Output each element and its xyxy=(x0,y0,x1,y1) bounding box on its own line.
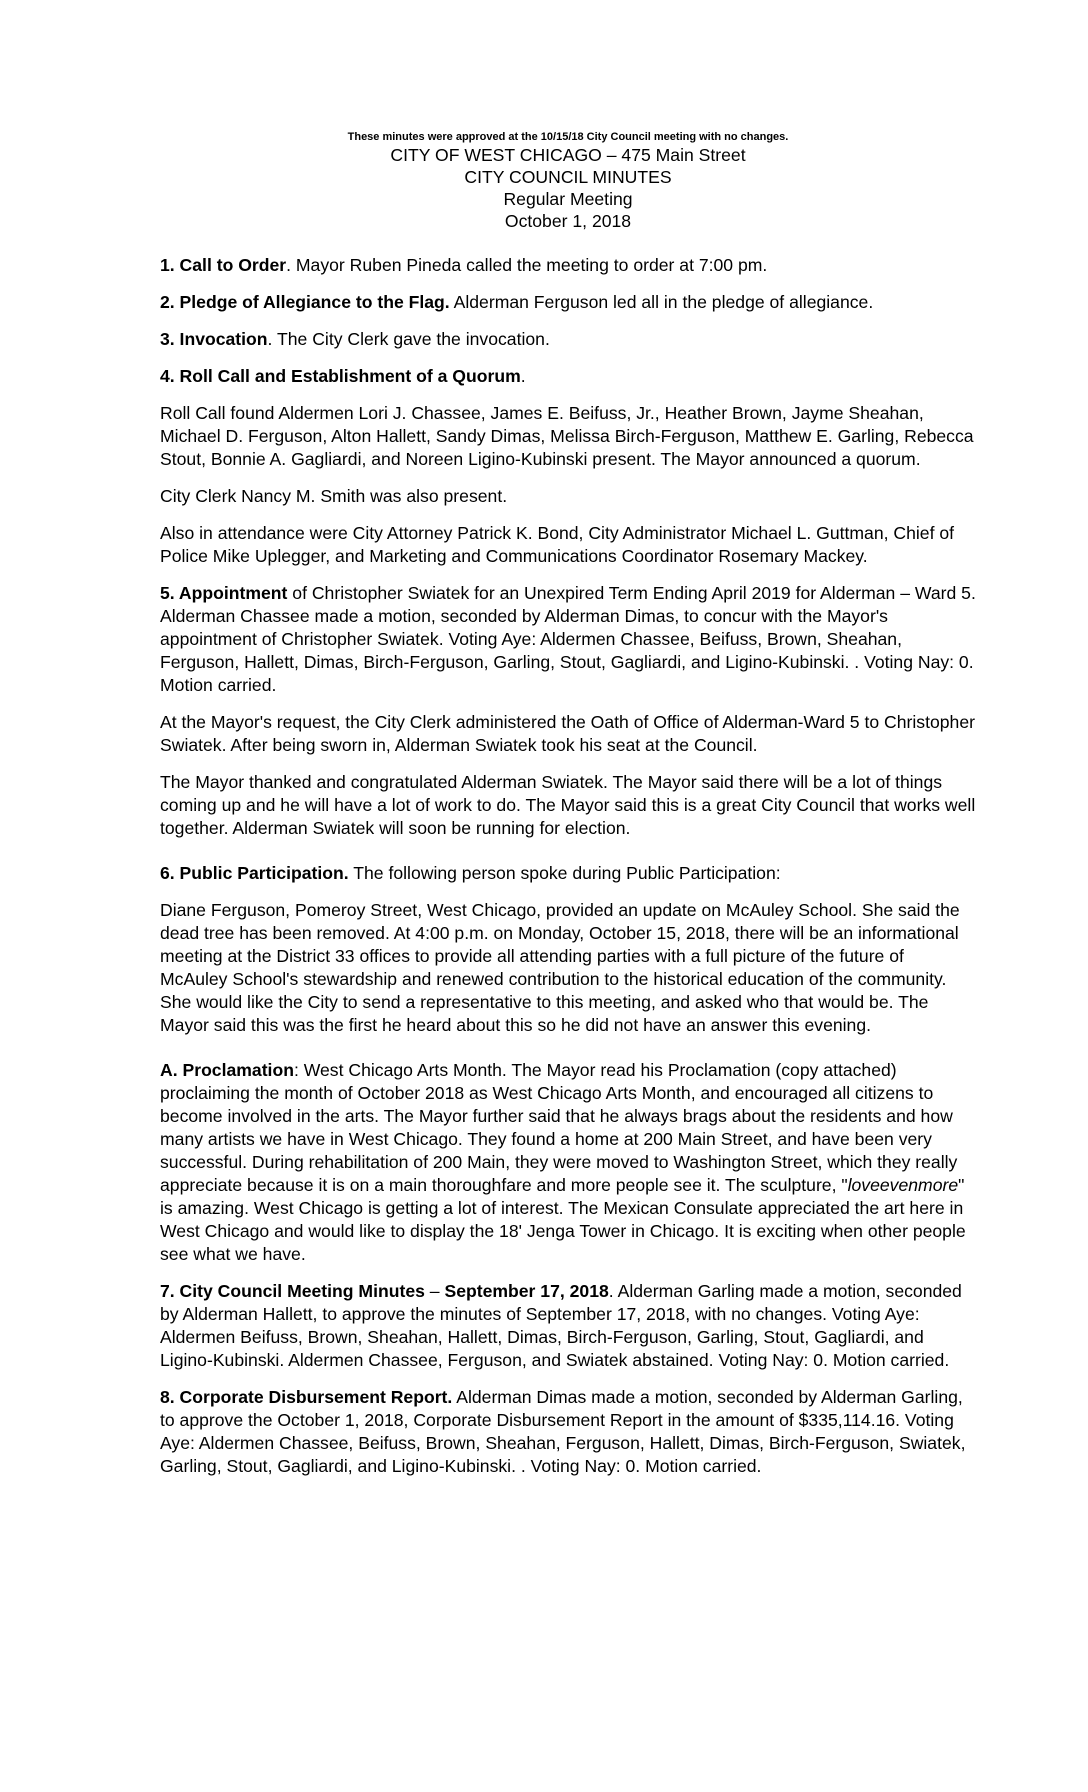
item-disbursement xyxy=(160,1386,976,1478)
item-label: 3. Invocation xyxy=(160,329,268,349)
document-title: CITY COUNCIL MINUTES xyxy=(464,167,672,187)
item-dash: – xyxy=(424,1281,445,1301)
item-label: 6. Public Participation. xyxy=(160,863,349,883)
item-text: . xyxy=(520,366,526,386)
item-text: Alderman Dimas made a motion, seconded by Alderman Garling, to approve the October 1, 2018, Corporate Disbursement Report in the amount of $335,114.16. Voting Aye: Aldermen Chassee, Beifuss, Brown, Sheahan, Ferguson, Hallett, Dimas, Birch-Ferguson, Swiatek, Garling, Stout, Gagliardi, and Ligino-Kubinski. . Voting Nay: 0. Motion carried. xyxy=(160,1387,966,1476)
item-public-participation xyxy=(160,862,976,885)
item-appointment xyxy=(160,582,976,697)
item-label: 8. Corporate Disbursement Report. xyxy=(160,1387,453,1407)
item-text: The following person spoke during Public Participation: xyxy=(348,863,781,883)
item-text: of Christopher Swiatek for an Unexpired Term Ending April 2019 for Alderman – Ward 5. Alderman Chassee made a motion, seconded by Alderman Dimas, to concur with the Mayor's appointment of Christopher Swiatek. Voting Aye: Aldermen Chassee, Beifuss, Brown, Sheahan, Ferguson, Hallett, Dimas, Birch-Ferguson, Garling, Stout, Gagliardi, and Ligino-Kubinski. . Voting Nay: 0. Motion carried. xyxy=(160,583,976,695)
item-label: 7. City Council Meeting Minutes xyxy=(160,1281,425,1301)
item-text: : West Chicago Arts Month. The Mayor read his Proclamation (copy attached) proclaiming the month of October 2018 as West Chicago Arts Month, and encouraged all citizens to become involved in the arts. The Mayor further said that he always brags about the residents and how many artists we have in West Chicago. They found a home at 200 Main Street, and have been very successful. During rehabilitation of 200 Main, they were moved to Washington Street, which they really appreciate because it is on a main thoroughfare and more people see it. The sculpture, " xyxy=(160,1060,958,1195)
item-text: . Alderman Garling made a motion, seconded by Alderman Hallett, to approve the minutes of September 17, 2018, with no changes. Voting Aye: Aldermen Beifuss, Brown, Sheahan, Hallett, Dimas, Birch-Ferguson, Garling, Stout, Gagliardi, and Ligino-Kubinski. Aldermen Chassee, Ferguson, and Swiatek abstained. Voting Nay: 0. Motion carried. xyxy=(160,1281,962,1370)
item-label: 4. Roll Call and Establishment of a Quorum xyxy=(160,366,521,386)
approval-note: These minutes were approved at the 10/15/18 City Council meeting with no changes. xyxy=(347,131,789,143)
meeting-date: October 1, 2018 xyxy=(504,211,632,231)
item-label: A. Proclamation xyxy=(160,1060,294,1080)
item-text: . The City Clerk gave the invocation. xyxy=(267,329,550,349)
sculpture-name: loveevenmore xyxy=(847,1175,959,1195)
item-text: . Mayor Ruben Pineda called the meeting to order at 7:00 pm. xyxy=(286,255,768,275)
item-label: 2. Pledge of Allegiance to the Flag. xyxy=(160,292,450,312)
item-proclamation xyxy=(160,1059,976,1266)
item-pledge xyxy=(160,291,976,314)
minutes-header xyxy=(160,130,976,232)
clerk-paragraph: City Clerk Nancy M. Smith was also present. xyxy=(160,486,508,506)
meeting-type: Regular Meeting xyxy=(503,189,633,209)
item-text: Alderman Ferguson led all in the pledge of allegiance. xyxy=(449,292,874,312)
oath-paragraph: At the Mayor's request, the City Clerk administered the Oath of Office of Alderman-Ward 5 to Christopher Swiatek. After being sworn in, Alderman Swiatek took his seat at the Council. xyxy=(160,712,975,755)
roll-call-paragraph: Roll Call found Aldermen Lori J. Chassee, James E. Beifuss, Jr., Heather Brown, Jayme Sheahan, Michael D. Ferguson, Alton Hallett, Sandy Dimas, Melissa Birch-Ferguson, Matthew E. Garling, Rebecca Stout, Bonnie A. Gagliardi, and Noreen Ligino-Kubinski present. The Mayor announced a quorum. xyxy=(160,403,974,469)
item-date-label: September 17, 2018 xyxy=(444,1281,609,1301)
item-label: 1. Call to Order xyxy=(160,255,287,275)
item-invocation xyxy=(160,328,976,351)
item-label: 5. Appointment xyxy=(160,583,288,603)
item-text: " is amazing. West Chicago is getting a lot of interest. The Mexican Consulate appreciated the art here in West Chicago and would like to display the 18' Jenga Tower in Chicago. It is exciting when other people see what we have. xyxy=(160,1175,966,1264)
attendance-paragraph: Also in attendance were City Attorney Patrick K. Bond, City Administrator Michael L. Guttman, Chief of Police Mike Uplegger, and Marketing and Communications Coordinator Rosemary Mackey. xyxy=(160,523,955,566)
item-minutes xyxy=(160,1280,976,1372)
item-roll-call xyxy=(160,365,976,388)
item-call-to-order xyxy=(160,254,976,277)
congratulations-paragraph: The Mayor thanked and congratulated Alderman Swiatek. The Mayor said there will be a lot of things coming up and he will have a lot of work to do. The Mayor said this is a great City Council that works well together. Alderman Swiatek will soon be running for election. xyxy=(160,772,976,838)
city-line: CITY OF WEST CHICAGO – 475 Main Street xyxy=(390,145,746,165)
speaker-paragraph: Diane Ferguson, Pomeroy Street, West Chicago, provided an update on McAuley School. She said the dead tree has been removed. At 4:00 p.m. on Monday, October 15, 2018, there will be an informational meeting at the District 33 offices to provide all attending parties with a full picture of the future of McAuley School's stewardship and renewed contribution to the historical education of the community. She would like the City to send a representative to this meeting, and asked who that would be. The Mayor said this was the first he heard about this so he did not have an answer this evening. xyxy=(160,900,960,1035)
